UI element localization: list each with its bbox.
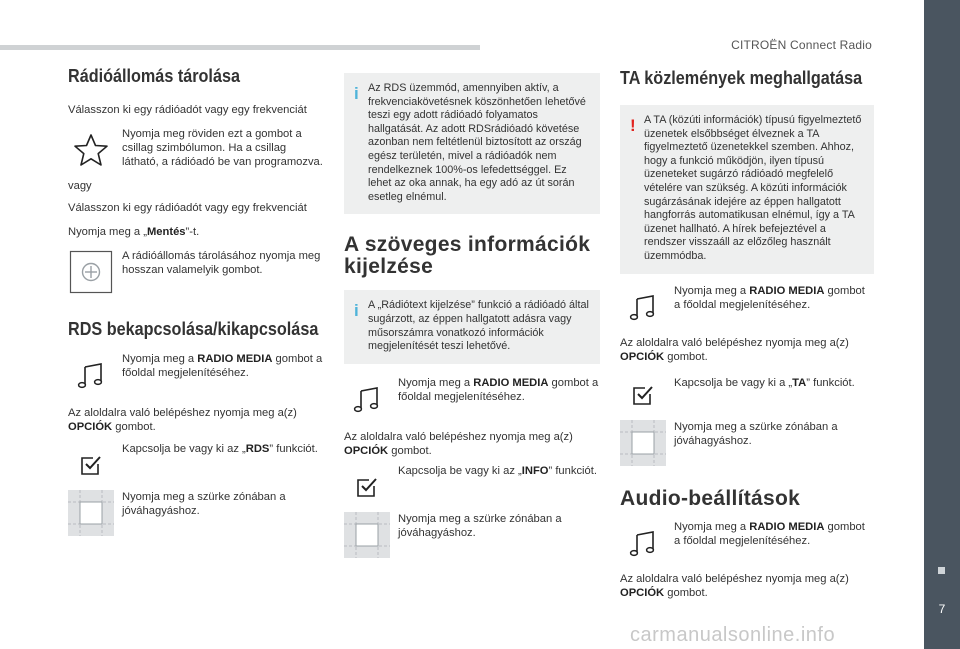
side-dot xyxy=(938,567,945,574)
column-2 xyxy=(344,60,600,558)
text-options: Az aloldalra való belépéshez nyomja meg a(z) OPCIÓK gombot. xyxy=(344,430,573,457)
text-note-rds: Az RDS üzemmód, amennyiben aktív, a frekvenciakövetésnek köszönhetően lehetővé teszi egy adott rádióadó folyamatos hallgatását. Az adott RDSrádióadó követése azonban nem feltétlenül biztosított az ország egész területén, mivel a rádióadók nem rendelkeznek 100%-os lefedettséggel. Ez lehet az oka annak, ha egy adó az út során esetleg elnémul. xyxy=(368,82,586,203)
column-1 xyxy=(68,60,324,536)
text-step-info: Kapcsolja be vagy ki az „INFO” funkciót. xyxy=(398,464,597,477)
step-plus xyxy=(68,249,324,295)
text-note-ta: A TA (közúti információk) típusú figyelmeztető üzenetek elsőbbséget élveznek a TA figyelmeztető üzenetekkel szemben. Ahhoz, hogy a funkció működjön, ilyen típusú üzeneteket sugárzó rádióadó megfelelő vételére van szükség. A közúti információk sugárzásának idejére az éppen hallgatott hangforrás automatikusan elnémul, így a TA üzenet hallható. A hírek befejeztével a rendszer visszaáll az előzőleg használt üzemmódba. xyxy=(644,114,862,262)
text-step-plus: A rádióállomás tárolásához nyomja meg hosszan valamelyik gombot. xyxy=(122,250,321,276)
note-rds xyxy=(344,73,600,214)
step-info-toggle xyxy=(344,464,600,510)
step-radio-media xyxy=(620,284,874,330)
text-options: Az aloldalra való belépéshez nyomja meg a(z) OPCIÓK gombot. xyxy=(68,407,297,433)
step-grey-zone xyxy=(620,420,874,466)
text-step-ta: Kapcsolja be vagy ki a „TA” funkciót. xyxy=(674,376,855,389)
text-step-grey: Nyomja meg a szürke zónában a jóváhagyáshoz. xyxy=(398,512,562,539)
step-grey-zone xyxy=(68,490,324,536)
text-step-radio-media: Nyomja meg a RADIO MEDIA gombot a főoldal megjelenítéséhez. xyxy=(398,376,599,403)
info-icon: i xyxy=(354,301,359,321)
step-star xyxy=(68,127,324,173)
step-radio-media xyxy=(68,352,324,398)
checkbox-icon xyxy=(68,442,114,488)
warning-icon: ! xyxy=(630,116,636,135)
text-save: Nyomja meg a „Mentés”-t. xyxy=(68,226,200,238)
step-grey-zone xyxy=(344,512,600,558)
heading-audio: Audio-beállítások xyxy=(620,486,801,510)
add-station-icon xyxy=(68,249,114,295)
heading-rds: RDS bekapcsolása/kikapcsolása xyxy=(68,319,319,339)
note-text xyxy=(344,290,600,363)
step-radio-media xyxy=(344,376,600,422)
grey-zone-icon xyxy=(344,512,390,558)
note-ta xyxy=(620,105,874,274)
page-number: 7 xyxy=(938,602,946,616)
header-title: CITROËN Connect Radio xyxy=(731,38,872,52)
music-note-icon xyxy=(620,284,666,330)
text-select-1: Válasszon ki egy rádióadót vagy egy frekvenciát xyxy=(68,104,307,116)
text-step-radio-media: Nyomja meg a RADIO MEDIA gombot a főoldal megjelenítéséhez. xyxy=(122,353,323,379)
text-step-grey: Nyomja meg a szürke zónában a jóváhagyáshoz. xyxy=(122,491,286,517)
text-options-2: Az aloldalra való belépéshez nyomja meg a(z) OPCIÓK gombot. xyxy=(620,572,849,599)
music-note-icon xyxy=(68,352,114,398)
checkbox-icon xyxy=(620,372,666,418)
music-note-icon xyxy=(344,376,390,422)
text-step-star: Nyomja meg röviden ezt a gombot a csillag szimbólumon. Ha a csillag látható, a rádióadó be van programozva. xyxy=(122,128,323,168)
text-step-grey: Nyomja meg a szürke zónában a jóváhagyáshoz. xyxy=(674,420,838,447)
grey-zone-icon xyxy=(68,490,114,536)
grey-zone-icon xyxy=(620,420,666,466)
text-or: vagy xyxy=(68,180,92,192)
star-icon xyxy=(68,127,114,173)
side-strip xyxy=(924,0,960,649)
music-note-icon xyxy=(620,520,666,566)
header-rule xyxy=(0,45,480,50)
checkbox-icon xyxy=(344,464,390,510)
heading-station: Rádióállomás tárolása xyxy=(68,66,240,86)
text-step-radio-media: Nyomja meg a RADIO MEDIA gombot a főoldal megjelenítéséhez. xyxy=(674,284,865,311)
text-options: Az aloldalra való belépéshez nyomja meg a(z) OPCIÓK gombot. xyxy=(620,336,849,363)
step-ta-toggle xyxy=(620,372,874,418)
text-note-text: A „Rádiótext kijelzése” funkció a rádióadó által sugárzott, az éppen hallgatott adásra vagy műsorszámra vonatkozó információk megjelenítését teszi lehetővé. xyxy=(368,299,589,353)
heading-ta: TA közlemények meghallgatása xyxy=(620,68,863,88)
text-step-radio-media-2: Nyomja meg a RADIO MEDIA gombot a főoldal megjelenítéséhez. xyxy=(674,520,865,547)
column-3 xyxy=(620,60,874,600)
text-step-rds: Kapcsolja be vagy ki az „RDS” funkciót. xyxy=(122,443,318,455)
heading-text-info: A szöveges információk kijelzése xyxy=(344,233,591,279)
watermark: carmanualsonline.info xyxy=(630,624,836,646)
step-radio-media-2 xyxy=(620,520,874,566)
info-icon: i xyxy=(354,84,359,103)
text-select-2: Válasszon ki egy rádióadót vagy egy frekvenciát xyxy=(68,202,307,214)
step-rds-toggle xyxy=(68,442,324,488)
